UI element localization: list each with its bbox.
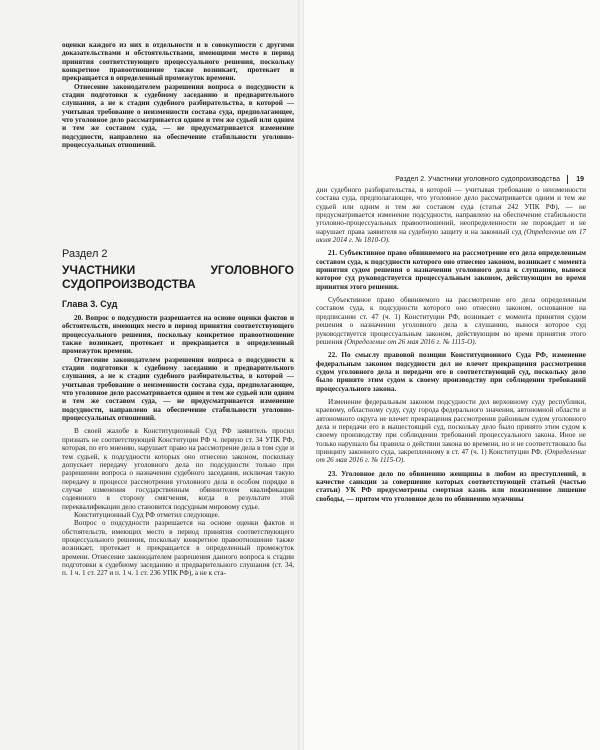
continuation-citation: (Определение от 17 июля 2014 г. № 1810-О). <box>316 227 587 245</box>
left-top-paragraph-2: Отнесение законодателем разрешения вопроса о подсудности к стадии подготовки к судебному заседанию и предварительного слушания, а не к стадии судебного разбирательства, в которой — учитывая требование о неизменности состава суда, предполагающее, что уголовное дело рассматривается одним и тем же судьей или одним и тем же составом суда, — не предусматривается изменение подсудности, направлено на обеспечение стабильности уголовно-процессуальных отношений. <box>62 82 294 150</box>
book-spine <box>298 0 304 750</box>
item-21-paragraph <box>316 296 586 346</box>
continuation-text: дии судебного разбирательства, в которой — учитывая требование о неизменности состава суда, предполагающее, что уголовное дело рассматривается одним и тем же судьей или одним и тем же составом суда (статья 242 УПК РФ), — не предусматривается изменение подсудности, направлено на обеспечение стабильности уголовно-процессуальных правоотношений, неопределенности не порождает и не нарушает права заявителя на судебную защиту и на законный суд <box>316 186 586 236</box>
item-22-summary: 22. По смыслу правовой позиции Конституционного Суда РФ, изменение федеральным законом подсудности дел не влечет прекращения рассмотрения судом уголовного дела и передачи его в соответствующий суд, поскольку дело было принято этим судом к своему производству при соблюдении требований процессуального закона. <box>316 351 586 393</box>
running-head <box>346 175 586 185</box>
page-number: 19 <box>576 176 584 183</box>
right-page-body <box>316 186 586 503</box>
item-21-citation: (Определение от 26 мая 2016 г. № 1115-О). <box>344 337 477 346</box>
court-noted: Конституционный Суд РФ отметил следующее. <box>74 510 220 519</box>
item-22-paragraph <box>316 398 586 465</box>
section-label: Раздел 2 <box>62 248 108 260</box>
item-20-summary-2: Отнесение законодателем разрешения вопроса о подсудности к стадии подготовки к судебному заседанию и предварительного слушания, а не к стадии судебного разбирательства, в которой — учитывая требование о неизменности состава суда, предполагающее, что уголовное дело рассматривается одним и тем же судьей или одним и тем же составом суда, — не предусматривается изменение подсудности, направлено на обеспечение стабильности уголовно-процессуальных отношений. <box>62 355 294 423</box>
court-reasoning: Вопрос о подсудности разрешается на основе оценки фактов и обстоятельств, имеющих место в период принятия соответствующего процессуального решения, поскольку конкретное правоотношение также возникает, протекает и прекращается в определенный промежуток времени. Отнесение законодателем разрешения данного вопроса к стадии подготовки к судебному заседанию и предварительного слушания (ст. 34, п. 1 ч. 1 ст. 227 и п. 1 ч. 1 ст. 236 УПК РФ), а не к ста- <box>62 519 294 578</box>
item-22-text: Изменение федеральным законом подсудности дел верховному суду республики, краевому, областному суду, суду города федерального значения, автономной области и автономного округа не влечет прекращения рассмотрения районным судом уголовного дела и передачи его в вышестоящий суд, поскольку дело было принято этим судом к своему производству при соблюдении требований процессуального закона. Иное не только нарушало бы правила о действии закона во времени, но и не соответствовало бы принципу законного суда, закрепленному в ст. 47 (ч. 1) Конституции РФ. <box>316 397 586 456</box>
section-title: УЧАСТНИКИ УГОЛОВНОГО СУДОПРОИЗВОДСТВА <box>62 263 294 291</box>
continuation-paragraph <box>316 186 586 244</box>
complaint-paragraph: В своей жалобе в Конституционный Суд РФ заявитель просил признать не соответствующей Конституции РФ ч. первую ст. 34 УПК РФ, которая, по его мнению, нарушает право на рассмотрение дела в том суде и тем судьей, к подсудности которых оно отнесено законом, поскольку допускает передачу уголовного дела по подсудности только при разрешении вопроса о назначении судебного заседания, исключая такую передачу в процессе рассмотрения уголовного дела в особом порядке в случае изменения государственным обвинителем квалификации содеянного в сторону смягчения, когда в результате этой переквалификации дело становится подсудным мировому судье. <box>62 427 294 511</box>
chapter-title: Глава 3. Суд <box>62 299 118 309</box>
item-23-summary: 23. Уголовное дело по обвинению женщины в любом из преступлений, в качестве санкции за совершение которых соответствующей статьей (частью статьи) УК РФ предусмотрены смертная казнь или пожизненное лишение свободы, — притом что уголовное дело по обвинению мужчины <box>316 469 586 503</box>
item-20-summary: 20. Вопрос о подсудности разрешается на основе оценки фактов и обстоятельств, имеющих место в период принятия соответствующего процессуального решения, поскольку конкретное правоотношение также возникает, протекает и прекращается в определенный промежуток времени. <box>62 314 294 356</box>
left-page-body <box>62 106 294 578</box>
running-head-separator <box>567 175 568 184</box>
running-head-title: Раздел 2. Участники уголовного судопроизводства <box>395 176 560 183</box>
item-21-text: Субъективное право обвиняемого на рассмотрение его дела определенным составом суда, к подсудности которого оно отнесено законом, основанное на предписании ст. 47 (ч. 1) Конституции РФ, возникает с момента принятия судом решения о назначении уголовного дела к слушанию, вынося которое суд руководствуется процессуальным законом, действующим во время принятия этого решения <box>316 296 586 346</box>
left-top-paragraph-1: оценки каждого из них в отдельности и в совокупности с другими доказательствами и обстоятельствами, имеющими место в период принятия соответствующего процессуального решения, поскольку конкретное правоотношение также возникает, протекает и прекращается в определенный промежуток времени. <box>62 41 294 83</box>
item-21-summary: 21. Субъективное право обвиняемого на рассмотрение его дела определенным составом суда, к подсудности которого оно отнесено законом, возникает с момента принятия судом решения о назначении уголовного дела к слушанию, вынося которое суд руководствуется процессуальным законом, действующим во время принятия этого решения. <box>316 249 586 291</box>
item-22-citation: (Определение от 26 мая 2016 г. № 1115-О). <box>316 447 586 465</box>
